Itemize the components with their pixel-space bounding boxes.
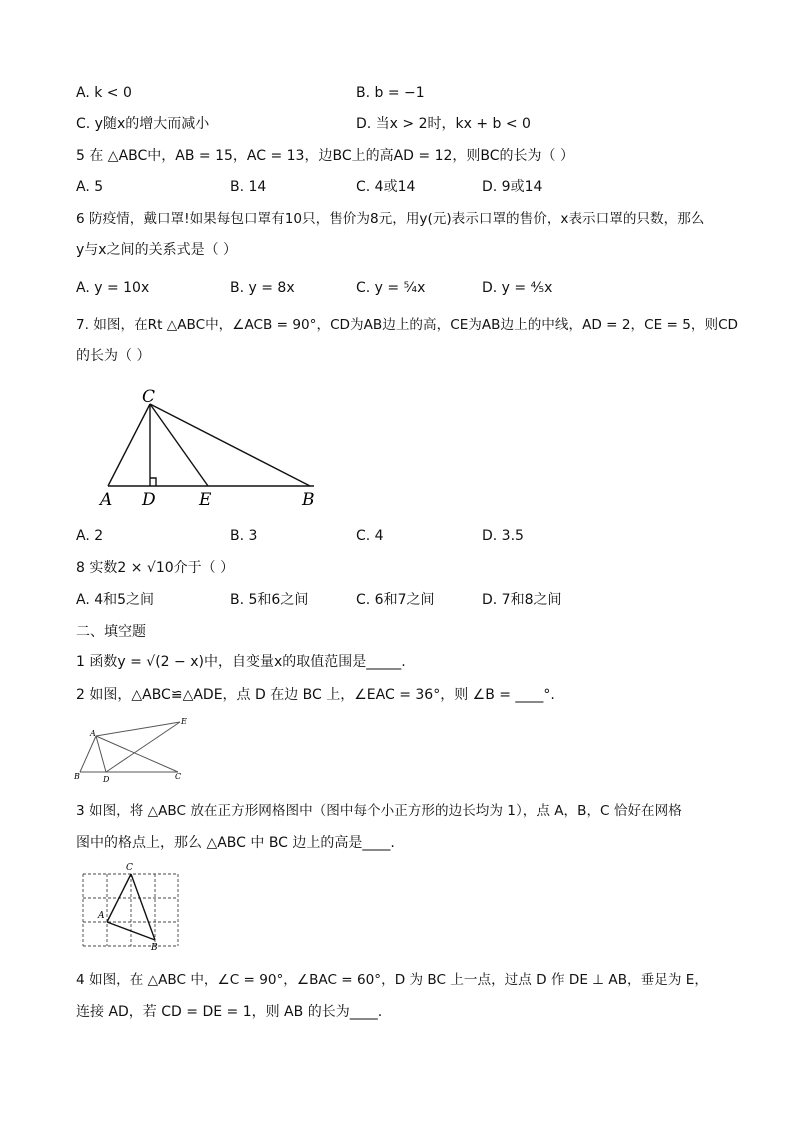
q6-option-a: A. y = 10x bbox=[76, 280, 150, 296]
q8-option-c: C. 6和7之间 bbox=[356, 592, 435, 608]
q8-stem: 8 实数2 × √10介于（ ） bbox=[76, 560, 235, 576]
q7-figure bbox=[98, 382, 330, 510]
q7-segment-ac bbox=[108, 404, 150, 486]
f2-segment-ab bbox=[80, 736, 96, 772]
q7-segment-ce bbox=[150, 404, 208, 486]
q7-option-d: D. 3.5 bbox=[482, 528, 524, 544]
q7-label-d: D bbox=[142, 490, 156, 510]
q7-option-b: B. 3 bbox=[230, 528, 258, 544]
f4-stem-line2: 连接 AD，若 CD = DE = 1，则 AB 的长为____. bbox=[76, 1004, 383, 1020]
q4-option-c: C. y随x的增大而减小 bbox=[76, 116, 210, 132]
q7-segment-cb bbox=[150, 404, 310, 486]
f4-stem-line1: 4 如图，在 △ABC 中，∠C = 90°，∠BAC = 60°，D 为 BC 上一点，过点 D 作 DE ⊥ AB，垂足为 E， bbox=[76, 972, 708, 988]
q7-stem-line2: 的长为（ ） bbox=[76, 348, 151, 364]
q7-right-angle-mark bbox=[150, 478, 156, 486]
f3-label-b: B bbox=[151, 943, 158, 950]
q7-option-a: A. 2 bbox=[76, 528, 104, 544]
q8-option-b: B. 5和6之间 bbox=[230, 592, 309, 608]
q7-label-c: C bbox=[142, 387, 156, 407]
f3-label-c: C bbox=[126, 863, 133, 873]
f2-stem: 2 如图，△ABC≌△ADE，点 D 在边 BC 上，∠EAC = 36°，则 ∠B = ____°. bbox=[76, 687, 555, 703]
q4-option-d: D. 当x > 2时，kx + b < 0 bbox=[356, 116, 531, 132]
q7-label-b: B bbox=[302, 490, 315, 510]
f2-label-a: A bbox=[90, 729, 96, 738]
f3-segment-cb bbox=[131, 874, 155, 940]
f3-figure bbox=[78, 858, 182, 950]
f1-stem: 1 函数y = √(2 − x)中，自变量x的取值范围是_____. bbox=[76, 654, 406, 670]
q5-option-a: A. 5 bbox=[76, 179, 104, 195]
f2-label-c: C bbox=[175, 772, 182, 781]
q6-stem-line2: y与x之间的关系式是（ ） bbox=[76, 242, 238, 258]
q5-stem: 5 在 △ABC中，AB = 15，AC = 13，边BC上的高AD = 12，则BC的长为（ ） bbox=[76, 148, 574, 164]
q6-stem-line1: 6 防疫情，戴口罩!如果每包口罩有10只，售价为8元，用y(元)表示口罩的售价，x表示口罩的只数，那么 bbox=[76, 211, 705, 227]
f2-figure bbox=[74, 712, 194, 784]
q7-stem-line1: 7. 如图，在Rt △ABC中，∠ACB = 90°，CD为AB边上的高，CE为AB边上的中线，AD = 2，CE = 5，则CD bbox=[76, 317, 739, 333]
f2-segment-ad bbox=[96, 736, 106, 772]
q5-option-b: B. 14 bbox=[230, 179, 267, 195]
q7-label-e: E bbox=[199, 490, 212, 510]
q8-option-a: A. 4和5之间 bbox=[76, 592, 155, 608]
f3-stem-line1: 3 如图，将 △ABC 放在正方形网格图中（图中每个小正方形的边长均为 1），点 A，B，C 恰好在网格 bbox=[76, 803, 682, 819]
q6-option-b: B. y = 8x bbox=[230, 280, 295, 296]
q5-option-d: D. 9或14 bbox=[482, 179, 543, 195]
q6-option-c: C. y = ⁵⁄₄x bbox=[356, 280, 426, 296]
f3-grid bbox=[83, 874, 178, 946]
f2-segment-ae bbox=[96, 722, 180, 736]
f2-segment-ac bbox=[96, 736, 178, 772]
q7-option-c: C. 4 bbox=[356, 528, 384, 544]
section-title-fill-in: 二、填空题 bbox=[76, 624, 146, 640]
q7-label-a: A bbox=[100, 490, 113, 510]
f2-label-b: B bbox=[74, 772, 80, 781]
f3-stem-line2: 图中的格点上，那么 △ABC 中 BC 边上的高是____. bbox=[76, 835, 395, 851]
q6-option-d: D. y = ⁴⁄₅x bbox=[482, 280, 553, 296]
f3-label-a: A bbox=[98, 911, 105, 921]
f2-label-e: E bbox=[181, 717, 187, 726]
q5-option-c: C. 4或14 bbox=[356, 179, 416, 195]
q4-option-b: B. b = −1 bbox=[356, 85, 425, 101]
q4-option-a: A. k < 0 bbox=[76, 85, 132, 101]
f2-label-d: D bbox=[103, 775, 110, 784]
f2-segment-de bbox=[106, 722, 180, 772]
q8-option-d: D. 7和8之间 bbox=[482, 592, 562, 608]
